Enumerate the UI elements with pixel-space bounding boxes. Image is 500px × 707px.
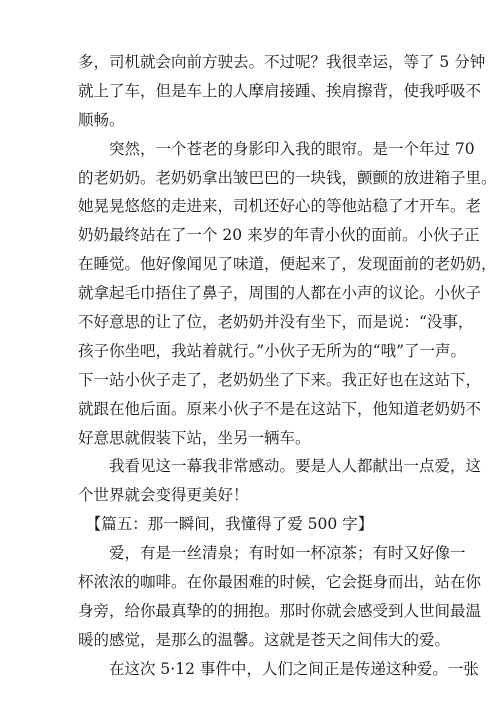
- text-line: 我看见这一幕我非常感动。要是人人都献出一点爱，这: [78, 457, 482, 476]
- text-line: 个世界就会变得更美好！: [78, 486, 249, 505]
- text-line: 她晃晃悠悠的走进来，司机还好心的等他站稳了才开车。老: [78, 197, 482, 216]
- text-line: 【篇五：那一瞬间，我懂得了爱 500 字】: [78, 515, 374, 534]
- text-line: 爱，有是一丝清泉；有时如一杯凉茶；有时又好像一: [78, 544, 466, 563]
- text-line: 多，司机就会向前方驶去。不过呢？我很幸运，等了 5 分钟: [78, 53, 486, 71]
- text-line: 的老奶奶。老奶奶拿出皱巴巴的一块钱，颤颤的放进箱子里。: [78, 168, 497, 187]
- text-line: 在睡觉。他好像闻见了味道，便起来了，发现面前的老奶奶，: [78, 255, 497, 274]
- document-body-text: [78, 48, 497, 684]
- text-line: 顺畅。: [78, 110, 125, 129]
- text-line: 奶奶最终站在了一个 20 来岁的年青小伙的面前。小伙子正: [78, 226, 480, 245]
- text-line: 在这次 5·12 事件中，人们之间正是传递这种爱。一张: [78, 659, 479, 678]
- text-line: 身旁，给你最真挚的的拥抱。那时你就会感受到人世间最温: [78, 601, 482, 620]
- text-line: 好意思就假装下站，坐另一辆车。: [78, 428, 311, 447]
- text-line: 突然，一个苍老的身影印入我的眼帘。是一个年过 70: [78, 139, 475, 158]
- text-line: 暖的感觉，是那么的温馨。这就是苍天之间伟大的爱。: [78, 630, 451, 649]
- text-line: 就上了车，但是车上的人摩肩接踵、挨肩擦背，使我呼吸不: [78, 81, 482, 100]
- text-line: 杯浓浓的咖啡。在你最困难的时候，它会挺身而出，站在你: [78, 573, 482, 592]
- text-line: 下一站小伙子走了，老奶奶坐了下来。我正好也在这站下，: [78, 370, 482, 389]
- text-line: 就跟在他后面。原来小伙子不是在这站下，他知道老奶奶不: [78, 399, 482, 418]
- text-line: 不好意思的让了位，老奶奶并没有坐下，而是说：“没事，: [78, 313, 474, 332]
- text-line: 孩子你坐吧，我站着就行。”小伙子无所为的“哦”了一声。: [78, 341, 467, 360]
- text-line: 就拿起毛巾捂住了鼻子，周围的人都在小声的议论。小伙子: [78, 284, 482, 303]
